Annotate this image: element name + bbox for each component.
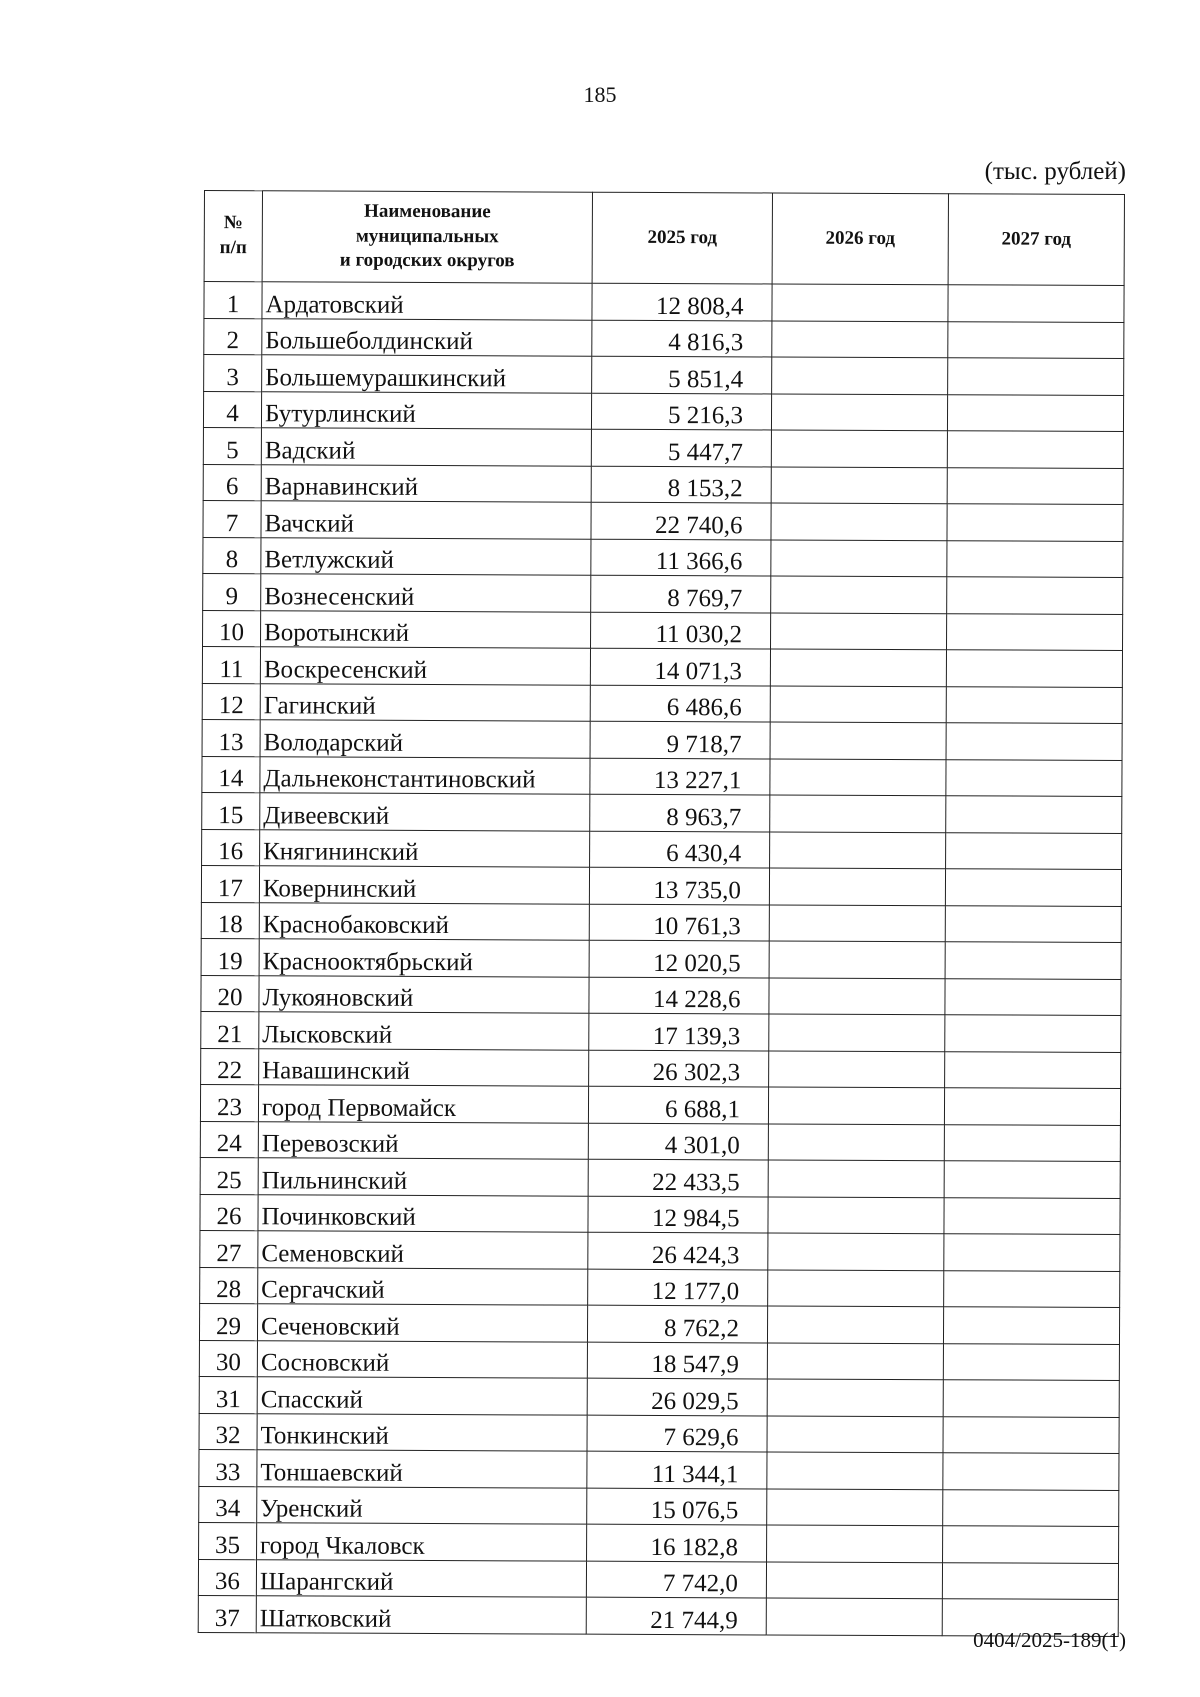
header-2025: 2025 год bbox=[592, 192, 772, 284]
table-row bbox=[200, 1121, 1120, 1162]
value-2025: 26 302,3 bbox=[589, 1050, 769, 1087]
value-2027 bbox=[946, 686, 1122, 723]
value-2026 bbox=[767, 1452, 943, 1489]
header-2026: 2026 год bbox=[772, 193, 948, 285]
value-2025: 18 547,9 bbox=[587, 1342, 767, 1379]
value-2027 bbox=[943, 1489, 1119, 1526]
row-number: 19 bbox=[201, 938, 259, 975]
table-row bbox=[199, 1376, 1119, 1417]
value-2025: 12 020,5 bbox=[589, 940, 769, 977]
table-row bbox=[204, 282, 1124, 323]
value-2025: 14 228,6 bbox=[589, 977, 769, 1014]
district-name: Дивеевский bbox=[260, 793, 590, 831]
value-2026 bbox=[768, 1196, 944, 1233]
value-2025: 14 071,3 bbox=[590, 648, 770, 685]
table-row bbox=[203, 610, 1123, 651]
value-2026 bbox=[768, 1160, 944, 1197]
table-row bbox=[199, 1413, 1119, 1454]
district-name: Краснооктябрьский bbox=[259, 939, 589, 977]
value-2025: 12 984,5 bbox=[588, 1196, 768, 1233]
value-2027 bbox=[944, 1161, 1120, 1198]
value-2027 bbox=[945, 905, 1121, 942]
value-2026 bbox=[767, 1379, 943, 1416]
value-2027 bbox=[944, 1197, 1120, 1234]
value-2025: 11 030,2 bbox=[591, 612, 771, 649]
row-number: 17 bbox=[201, 865, 259, 902]
table-row bbox=[199, 1303, 1119, 1344]
district-name: Лукояновский bbox=[259, 975, 589, 1013]
table-row bbox=[203, 537, 1123, 578]
district-name: Лысковский bbox=[259, 1012, 589, 1050]
district-name: Воскресенский bbox=[260, 647, 590, 685]
table-row bbox=[200, 1230, 1120, 1271]
value-2027 bbox=[945, 978, 1121, 1015]
value-2027 bbox=[943, 1453, 1119, 1490]
value-2025: 22 740,6 bbox=[591, 502, 771, 539]
value-2025: 16 182,8 bbox=[587, 1524, 767, 1561]
value-2025: 5 447,7 bbox=[591, 429, 771, 466]
header-name: Наименование муниципальных и городских округов bbox=[262, 191, 592, 283]
row-number: 22 bbox=[201, 1048, 259, 1085]
value-2027 bbox=[945, 942, 1121, 979]
value-2025: 12 177,0 bbox=[588, 1269, 768, 1306]
table-row bbox=[200, 1084, 1120, 1125]
district-name: Дальнеконстантиновский bbox=[260, 756, 590, 794]
value-2026 bbox=[768, 1269, 944, 1306]
value-2027 bbox=[947, 467, 1123, 504]
value-2025: 4 301,0 bbox=[588, 1123, 768, 1160]
table-body bbox=[198, 282, 1124, 1637]
table-row bbox=[203, 391, 1123, 432]
value-2025: 5 851,4 bbox=[592, 356, 772, 393]
table-row bbox=[202, 646, 1122, 687]
table-row bbox=[202, 792, 1122, 833]
table-row bbox=[199, 1340, 1119, 1381]
value-2025: 11 344,1 bbox=[587, 1451, 767, 1488]
page-number: 185 bbox=[583, 82, 617, 107]
table-row bbox=[203, 427, 1123, 468]
table-row bbox=[201, 1048, 1121, 1089]
district-name: Вознесенский bbox=[261, 574, 591, 612]
district-name: Уренский bbox=[257, 1486, 587, 1524]
table-row bbox=[199, 1522, 1119, 1563]
value-2027 bbox=[945, 1051, 1121, 1088]
value-2026 bbox=[767, 1415, 943, 1452]
district-name: Пильнинский bbox=[258, 1158, 588, 1196]
table-row bbox=[204, 318, 1124, 359]
district-name: Варнавинский bbox=[261, 464, 591, 502]
district-name: Сеченовский bbox=[257, 1304, 587, 1342]
value-2026 bbox=[769, 868, 945, 905]
value-2026 bbox=[767, 1342, 943, 1379]
allocation-table bbox=[198, 190, 1125, 1637]
value-2027 bbox=[947, 431, 1123, 468]
row-number: 33 bbox=[199, 1449, 257, 1486]
table-row bbox=[203, 500, 1123, 541]
value-2025: 13 735,0 bbox=[589, 867, 769, 904]
value-2026 bbox=[769, 941, 945, 978]
value-2027 bbox=[946, 796, 1122, 833]
value-2027 bbox=[943, 1307, 1119, 1344]
value-2027 bbox=[947, 504, 1123, 541]
value-2027 bbox=[945, 1015, 1121, 1052]
row-number: 20 bbox=[201, 975, 259, 1012]
district-name: Семеновский bbox=[258, 1231, 588, 1269]
row-number: 30 bbox=[199, 1340, 257, 1377]
district-name: Ковернинский bbox=[259, 866, 589, 904]
value-2027 bbox=[944, 1088, 1120, 1125]
value-2025: 26 424,3 bbox=[588, 1232, 768, 1269]
district-name: Тонкинский bbox=[257, 1413, 587, 1451]
value-2025: 22 433,5 bbox=[588, 1159, 768, 1196]
row-number: 35 bbox=[199, 1522, 257, 1559]
district-name: Гагинский bbox=[260, 683, 590, 721]
value-2025: 8 769,7 bbox=[591, 575, 771, 612]
table-row bbox=[202, 829, 1122, 870]
value-2025: 11 366,6 bbox=[591, 539, 771, 576]
value-2027 bbox=[943, 1343, 1119, 1380]
district-name: Тоншаевский bbox=[257, 1450, 587, 1488]
district-name: Бутурлинский bbox=[261, 391, 591, 429]
value-2027 bbox=[947, 394, 1123, 431]
value-2025: 26 029,5 bbox=[587, 1378, 767, 1415]
value-2026 bbox=[770, 795, 946, 832]
row-number: 36 bbox=[198, 1559, 256, 1596]
table-row bbox=[200, 1267, 1120, 1308]
header-num: № п/п bbox=[204, 191, 262, 282]
value-2025: 12 808,4 bbox=[592, 283, 772, 320]
row-number: 5 bbox=[203, 427, 261, 464]
value-2026 bbox=[769, 977, 945, 1014]
value-2026 bbox=[767, 1488, 943, 1525]
value-2027 bbox=[947, 613, 1123, 650]
row-number: 10 bbox=[203, 610, 261, 647]
district-name: Воротынский bbox=[261, 610, 591, 648]
value-2027 bbox=[943, 1416, 1119, 1453]
district-name: Вадский bbox=[261, 428, 591, 466]
value-2026 bbox=[772, 284, 948, 321]
value-2025: 8 762,2 bbox=[587, 1305, 767, 1342]
row-number: 24 bbox=[200, 1121, 258, 1158]
value-2027 bbox=[943, 1526, 1119, 1563]
value-2026 bbox=[770, 649, 946, 686]
value-2026 bbox=[769, 1050, 945, 1087]
district-name: Шатковский bbox=[256, 1596, 586, 1634]
row-number: 12 bbox=[202, 683, 260, 720]
header-2027: 2027 год bbox=[948, 194, 1124, 286]
row-number: 23 bbox=[200, 1084, 258, 1121]
table-header-row bbox=[204, 191, 1124, 286]
value-2026 bbox=[770, 831, 946, 868]
value-2026 bbox=[766, 1561, 942, 1598]
district-name: Большемурашкинский bbox=[262, 355, 592, 393]
value-2027 bbox=[946, 832, 1122, 869]
table-row bbox=[201, 865, 1121, 906]
value-2027 bbox=[945, 869, 1121, 906]
row-number: 27 bbox=[200, 1230, 258, 1267]
district-name: город Первомайск bbox=[258, 1085, 588, 1123]
value-2025: 8 153,2 bbox=[591, 466, 771, 503]
district-name: Большеболдинский bbox=[262, 318, 592, 356]
district-name: Ветлужский bbox=[261, 537, 591, 575]
table-row bbox=[201, 938, 1121, 979]
district-name: Шарангский bbox=[256, 1559, 586, 1597]
row-number: 18 bbox=[201, 902, 259, 939]
row-number: 37 bbox=[198, 1595, 256, 1632]
value-2026 bbox=[771, 612, 947, 649]
district-name: Вачский bbox=[261, 501, 591, 539]
value-2026 bbox=[770, 758, 946, 795]
row-number: 2 bbox=[204, 318, 262, 355]
table-row bbox=[199, 1449, 1119, 1490]
value-2026 bbox=[767, 1525, 943, 1562]
value-2027 bbox=[947, 577, 1123, 614]
value-2026 bbox=[770, 685, 946, 722]
value-2025: 13 227,1 bbox=[590, 758, 770, 795]
units-note: (тыс. рублей) bbox=[984, 158, 1126, 185]
value-2026 bbox=[771, 466, 947, 503]
table-row bbox=[204, 355, 1124, 396]
value-2025: 8 963,7 bbox=[590, 794, 770, 831]
value-2025: 9 718,7 bbox=[590, 721, 770, 758]
value-2027 bbox=[948, 321, 1124, 358]
row-number: 28 bbox=[200, 1267, 258, 1304]
row-number: 29 bbox=[199, 1303, 257, 1340]
value-2027 bbox=[948, 358, 1124, 395]
table-row bbox=[203, 573, 1123, 614]
row-number: 1 bbox=[204, 282, 262, 319]
table-row bbox=[198, 1559, 1118, 1600]
table-row bbox=[202, 756, 1122, 797]
value-2027 bbox=[948, 285, 1124, 322]
row-number: 16 bbox=[202, 829, 260, 866]
row-number: 21 bbox=[201, 1011, 259, 1048]
row-number: 14 bbox=[202, 756, 260, 793]
row-number: 9 bbox=[203, 573, 261, 610]
value-2026 bbox=[767, 1306, 943, 1343]
value-2027 bbox=[943, 1380, 1119, 1417]
district-name: Ардатовский bbox=[262, 282, 592, 320]
row-number: 4 bbox=[203, 391, 261, 428]
value-2026 bbox=[768, 1233, 944, 1270]
row-number: 13 bbox=[202, 719, 260, 756]
district-name: Спасский bbox=[257, 1377, 587, 1415]
row-number: 6 bbox=[203, 464, 261, 501]
value-2025: 6 430,4 bbox=[590, 831, 770, 868]
value-2025: 17 139,3 bbox=[589, 1013, 769, 1050]
value-2025: 4 816,3 bbox=[592, 320, 772, 357]
row-number: 3 bbox=[204, 355, 262, 392]
row-number: 11 bbox=[202, 646, 260, 683]
value-2025: 7 629,6 bbox=[587, 1415, 767, 1452]
value-2026 bbox=[771, 539, 947, 576]
value-2027 bbox=[946, 759, 1122, 796]
district-name: Княгининский bbox=[260, 829, 590, 867]
value-2025: 10 761,3 bbox=[589, 904, 769, 941]
value-2026 bbox=[771, 576, 947, 613]
value-2025: 21 744,9 bbox=[586, 1597, 766, 1634]
value-2025: 6 688,1 bbox=[588, 1086, 768, 1123]
district-name: город Чкаловск bbox=[257, 1523, 587, 1561]
table-row bbox=[202, 683, 1122, 724]
row-number: 7 bbox=[203, 500, 261, 537]
value-2026 bbox=[772, 357, 948, 394]
table-row bbox=[199, 1486, 1119, 1527]
row-number: 26 bbox=[200, 1194, 258, 1231]
value-2027 bbox=[944, 1234, 1120, 1271]
district-name: Сосновский bbox=[257, 1340, 587, 1378]
value-2027 bbox=[946, 650, 1122, 687]
row-number: 8 bbox=[203, 537, 261, 574]
table-row bbox=[201, 902, 1121, 943]
value-2025: 6 486,6 bbox=[590, 685, 770, 722]
table-row bbox=[203, 464, 1123, 505]
table-row bbox=[200, 1157, 1120, 1198]
value-2027 bbox=[944, 1124, 1120, 1161]
district-name: Перевозский bbox=[258, 1121, 588, 1159]
value-2026 bbox=[771, 503, 947, 540]
table-row bbox=[201, 1011, 1121, 1052]
value-2026 bbox=[769, 1014, 945, 1051]
value-2025: 5 216,3 bbox=[591, 393, 771, 430]
value-2026 bbox=[771, 393, 947, 430]
row-number: 31 bbox=[199, 1376, 257, 1413]
value-2025: 7 742,0 bbox=[586, 1561, 766, 1598]
district-name: Починковский bbox=[258, 1194, 588, 1232]
value-2027 bbox=[946, 723, 1122, 760]
row-number: 25 bbox=[200, 1157, 258, 1194]
value-2026 bbox=[771, 430, 947, 467]
district-name: Володарский bbox=[260, 720, 590, 758]
value-2025: 15 076,5 bbox=[587, 1488, 767, 1525]
row-number: 34 bbox=[199, 1486, 257, 1523]
value-2027 bbox=[944, 1270, 1120, 1307]
district-name: Краснобаковский bbox=[259, 902, 589, 940]
value-2026 bbox=[768, 1123, 944, 1160]
table-row bbox=[202, 719, 1122, 760]
document-code: 0404/2025-189(1) bbox=[973, 1628, 1126, 1652]
row-number: 15 bbox=[202, 792, 260, 829]
value-2027 bbox=[942, 1562, 1118, 1599]
row-number: 32 bbox=[199, 1413, 257, 1450]
district-name: Навашинский bbox=[259, 1048, 589, 1086]
value-2026 bbox=[768, 1087, 944, 1124]
value-2026 bbox=[770, 722, 946, 759]
district-name: Сергачский bbox=[258, 1267, 588, 1305]
table-row bbox=[200, 1194, 1120, 1235]
value-2026 bbox=[772, 320, 948, 357]
value-2027 bbox=[947, 540, 1123, 577]
value-2026 bbox=[769, 904, 945, 941]
table-row bbox=[201, 975, 1121, 1016]
